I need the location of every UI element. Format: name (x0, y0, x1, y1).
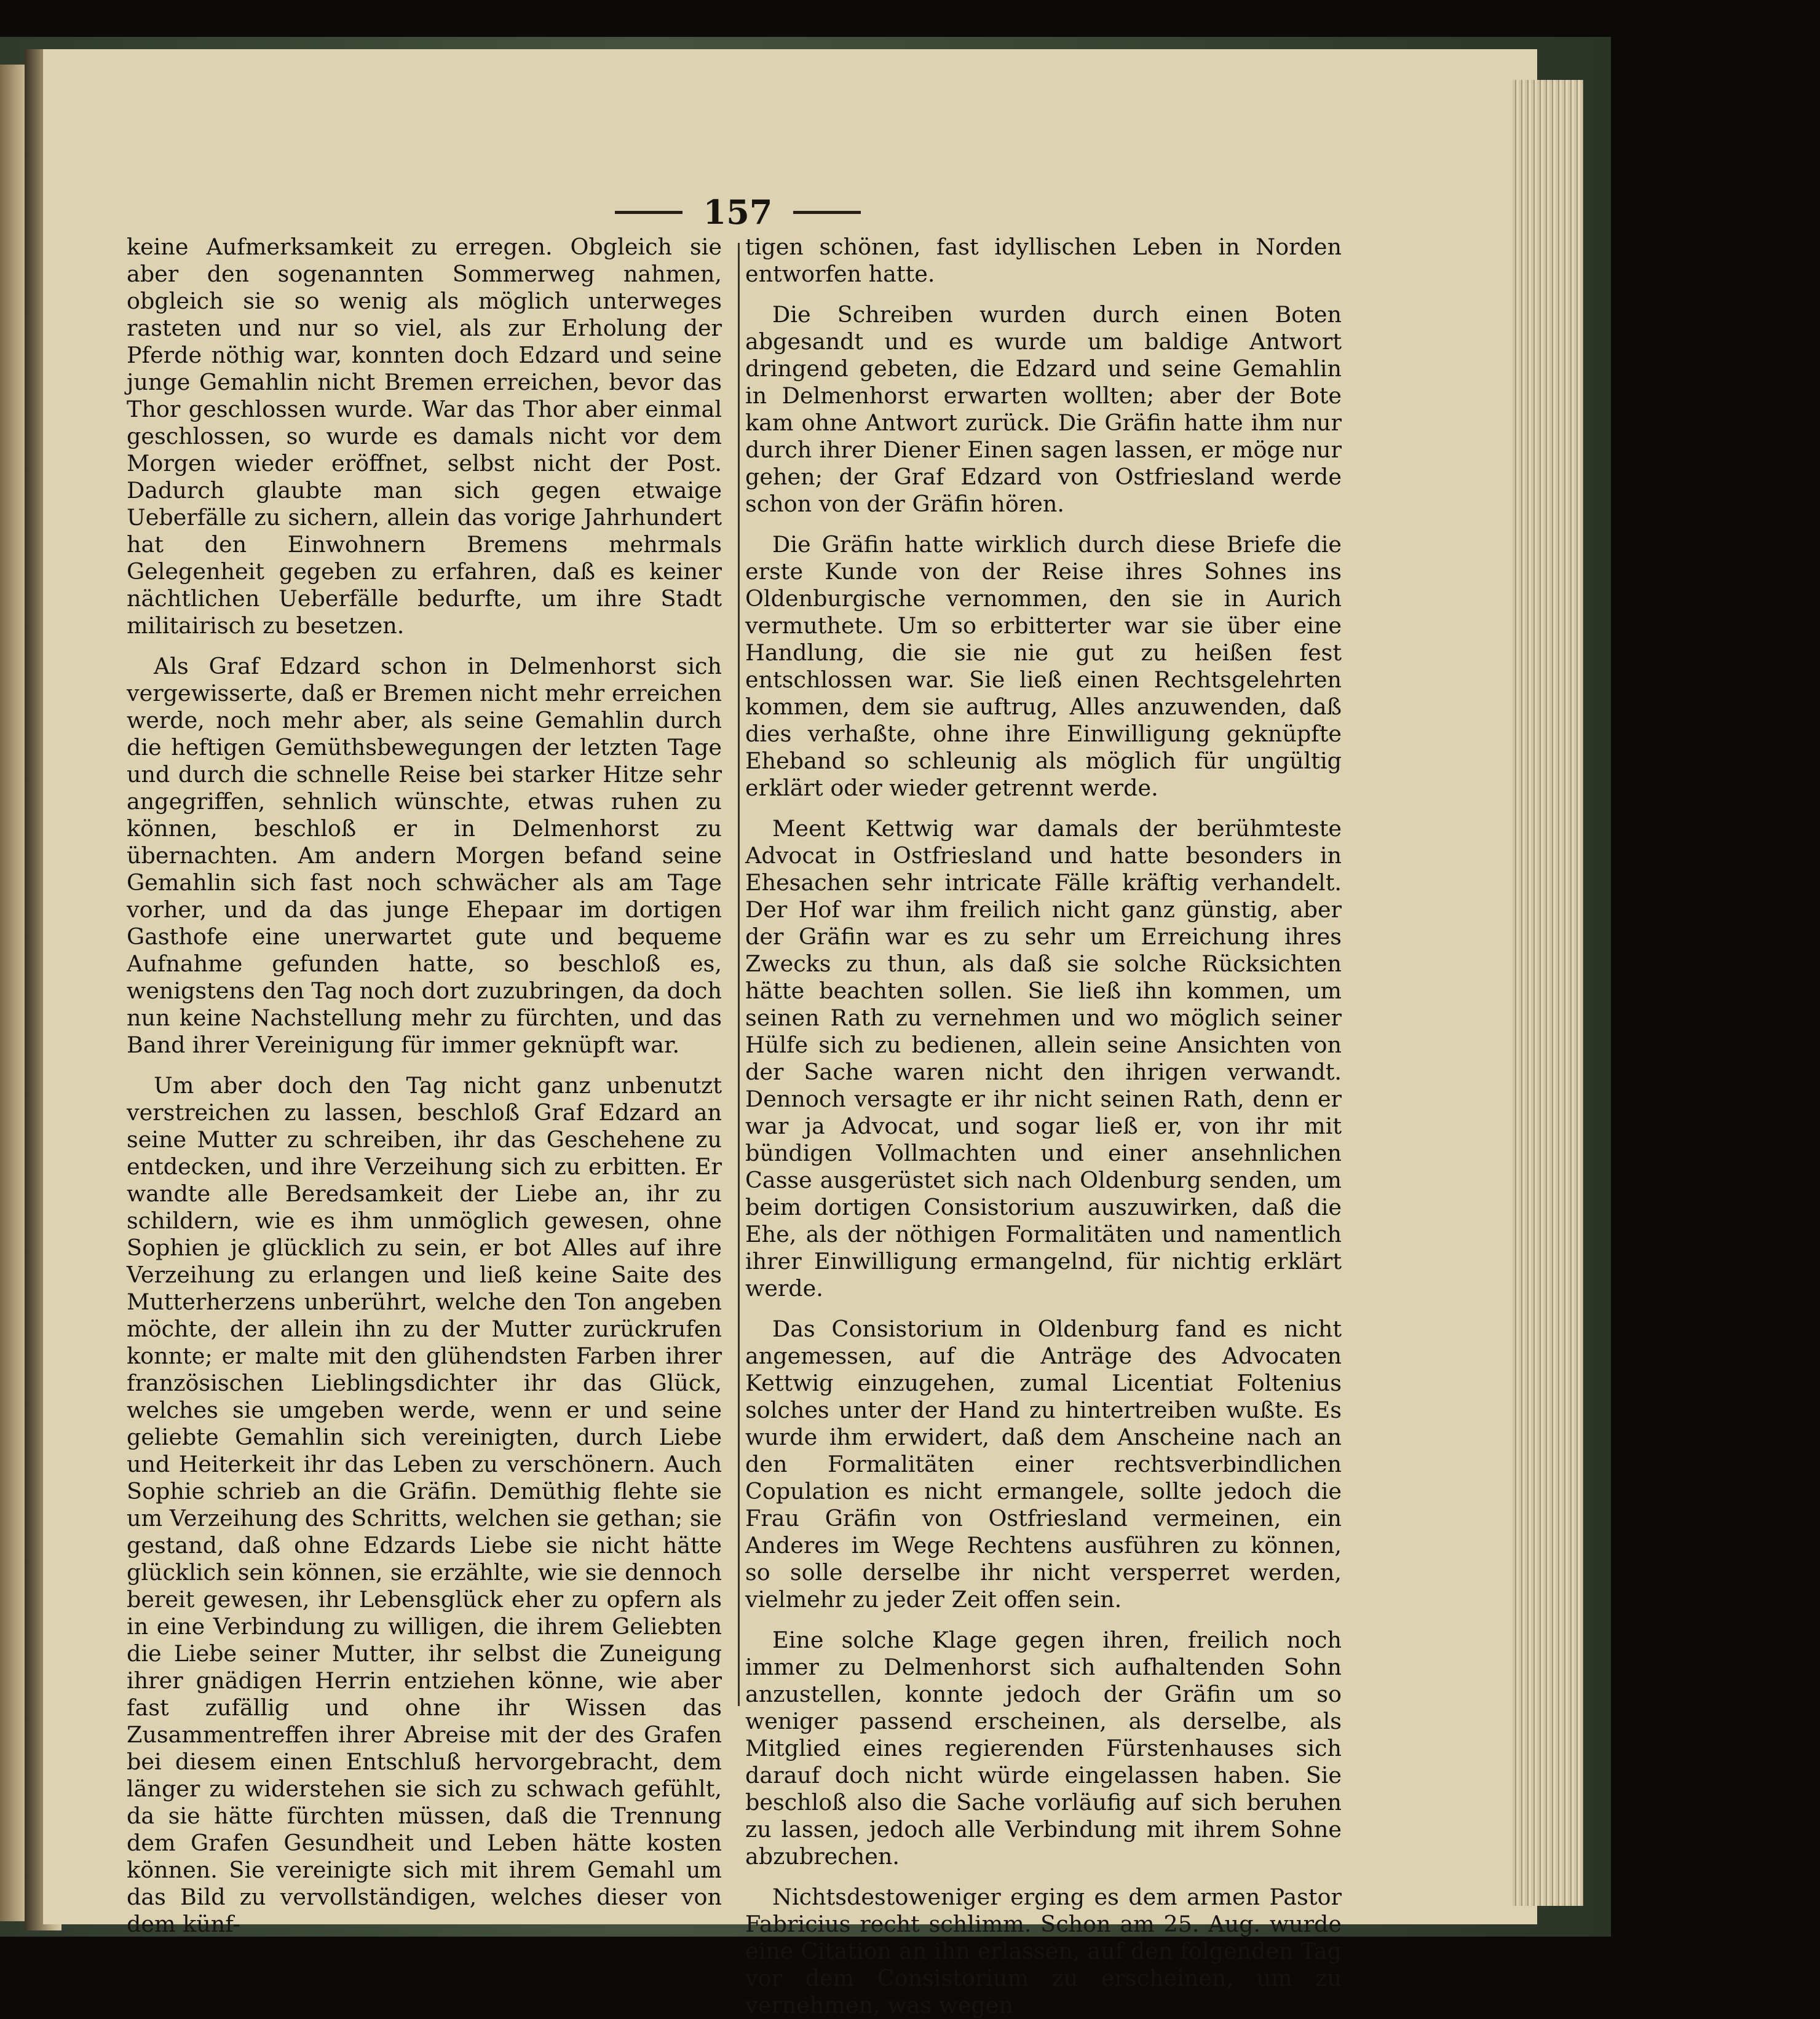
paragraph: Die Gräfin hatte wirklich durch diese Briefe die erste Kunde von der Reise ihres Sohnes ins Oldenburgische vernommen, den sie in Aurich vermuthete. Um so erbitterter war sie über eine Handlung, die sie nie gut zu heißen fest entschlossen war. Sie ließ einen Rechtsgelehrten kommen, dem sie auftrug, Alles anzuwenden, daß dies verhaßte, ohne ihre Einwilligung geknüpfte Eheband so schleunig als möglich für ungültig erklärt oder wieder getrennt werde. (745, 531, 1342, 801)
paragraph: Die Schreiben wurden durch einen Boten abgesandt und es wurde um baldige Antwort dringend gebeten, die Edzard und seine Gemahlin in Delmenhorst erwarten wollten; aber der Bote kam ohne Antwort zurück. Die Gräfin hatte ihm nur durch ihrer Diener Einen sagen lassen, er möge nur gehen; der Graf Edzard von Ostfriesland werde schon von der Gräfin hören. (745, 301, 1342, 517)
paragraph: Nichtsdestoweniger erging es dem armen Pastor Fabricius recht schlimm. Schon am 25. Aug. wurde eine Citation an ihn erlassen, auf den folgenden Tag vor dem Consistorium zu erscheinen, um zu vernehmen, was wegen (745, 1884, 1342, 2018)
paragraph: Eine solche Klage gegen ihren, freilich noch immer zu Delmenhorst sich aufhaltenden Sohn anzustellen, konnte jedoch der Gräfin um so weniger passend erscheinen, als derselbe, als Mitglied eines regierenden Fürstenhauses sich darauf doch nicht würde eingelassen haben. Sie beschloß also die Sache vorläufig auf sich beruhen zu lassen, jedoch alle Verbindung mit ihrem Sohne abzubrechen. (745, 1627, 1342, 1870)
paragraph: Meent Kettwig war damals der berühmteste Advocat in Ostfriesland und hatte besonders in Ehesachen sehr intricate Fälle kräftig verhandelt. Der Hof war ihm freilich nicht ganz günstig, aber der Gräfin war es zu sehr um Erreichung ihres Zwecks zu thun, als daß sie solche Rücksichten hätte beachten sollen. Sie ließ ihn kommen, um seinen Rath zu vernehmen und wo möglich seiner Hülfe sich zu bedienen, allein seine Ansichten von der Sache waren nicht den ihrigen verwandt. Dennoch versagte er ihr nicht seinen Rath, denn er war ja Advocat, und sogar ließ er, von ihr mit bündigen Vollmachten und einer ansehnlichen Casse ausgerüstet sich nach Oldenburg senden, um beim dortigen Consistorium auszuwirken, daß die Ehe, als der nöthigen Formalitäten und namentlich ihrer Einwilligung ermangelnd, für nichtig erklärt werde. (745, 815, 1342, 1302)
page-edges (1513, 80, 1583, 1906)
header-rule-right (793, 211, 861, 214)
right-column (745, 234, 1342, 2018)
paragraph: Das Consistorium in Oldenburg fand es nicht angemessen, auf die Anträge des Advocaten Kettwig einzugehen, zumal Licentiat Foltenius solches unter der Hand zu hintertreiben wußte. Es wurde ihm erwidert, daß dem Anscheine nach an den Formalitäten einer rechtsverbindlichen Copulation es nicht ermangele, sollte jedoch die Frau Gräfin von Ostfriesland vermeinen, ein Anderes im Wege Rechtens ausführen zu können, so solle derselbe ihr nicht versperret werden, vielmehr zu jeder Zeit offen sein. (745, 1316, 1342, 1613)
left-page-edge (0, 65, 25, 1921)
left-column (127, 234, 722, 1937)
page-number: 157 (703, 192, 773, 232)
paragraph: tigen schönen, fast idyllischen Leben in Norden entworfen hatte. (745, 234, 1342, 287)
paragraph: Um aber doch den Tag nicht ganz unbenutzt verstreichen zu lassen, beschloß Graf Edzard an seine Mutter zu schreiben, ihr das Geschehene zu entdecken, und ihre Verzeihung sich zu erbitten. Er wandte alle Beredsamkeit der Liebe an, ihr zu schildern, wie es ihm unmöglich gewesen, ohne Sophien je glücklich zu sein, er bot Alles auf ihre Verzeihung zu erlangen und ließ keine Saite des Mutterherzens unberührt, welche den Ton angeben möchte, der allein ihn zu der Mutter zurückrufen konnte; er malte mit den glühendsten Farben ihrer französischen Lieblingsdichter ihr das Glück, welches sie umgeben werde, wenn er und seine geliebte Gemahlin sich vereinigten, durch Liebe und Heiterkeit ihr das Leben zu verschönern. Auch Sophie schrieb an die Gräfin. Demüthig flehte sie um Verzeihung des Schritts, welchen sie gethan; sie gestand, daß ohne Edzards Liebe sie nicht hätte glücklich sein können, sie erzählte, wie sie dennoch bereit gewesen, ihr Lebensglück eher zu opfern als in eine Verbindung zu willigen, die ihrem Geliebten die Liebe seiner Mutter, ihr selbst die Zuneigung ihrer gnädigen Herrin entziehen könne, wie aber fast zufällig und ohne ihr Wissen das Zusammentreffen ihrer Abreise mit der des Grafen bei diesem einen Entschluß hervorgebracht, dem länger zu widerstehen sie sich zu schwach gefühlt, da sie hätte fürchten müssen, daß die Trennung dem Grafen Gesundheit und Leben hätte kosten können. Sie vereinigte sich mit ihrem Gemahl um das Bild zu vervollständigen, welches dieser von dem künf- (127, 1072, 722, 1937)
column-divider (738, 243, 740, 1706)
header-rule-left (615, 211, 682, 214)
paragraph: keine Aufmerksamkeit zu erregen. Obgleich sie aber den sogenannten Sommerweg nahmen, obgleich sie so wenig als möglich unterweges rasteten und nur so viel, als zur Erholung der Pferde nöthig war, konnten doch Edzard und seine junge Gemahlin nicht Bremen erreichen, bevor das Thor geschlossen wurde. War das Thor aber einmal geschlossen, so wurde es damals nicht vor dem Morgen wieder eröffnet, selbst nicht der Post. Dadurch glaubte man sich gegen etwaige Ueberfälle zu sichern, allein das vorige Jahrhundert hat den Einwohnern Bremens mehrmals Gelegenheit gegeben zu erfahren, daß es keiner nächtlichen Ueberfälle bedurfte, um ihre Stadt militairisch zu besetzen. (127, 234, 722, 639)
page-header (615, 184, 861, 240)
paragraph: Als Graf Edzard schon in Delmenhorst sich vergewisserte, daß er Bremen nicht mehr erreichen werde, noch mehr aber, als seine Gemahlin durch die heftigen Gemüthsbewegungen der letzten Tage und durch die schnelle Reise bei starker Hitze sehr angegriffen, sehnlich wünschte, etwas ruhen zu können, beschloß er in Delmenhorst zu übernachten. Am andern Morgen befand seine Gemahlin sich fast noch schwächer als am Tage vorher, und da das junge Ehepaar im dortigen Gasthofe eine unerwartet gute und bequeme Aufnahme gefunden hatte, so beschloß es, wenigstens den Tag noch dort zuzubringen, da doch nun keine Nachstellung mehr zu fürchten, und das Band ihrer Vereinigung für immer geknüpft war. (127, 653, 722, 1058)
